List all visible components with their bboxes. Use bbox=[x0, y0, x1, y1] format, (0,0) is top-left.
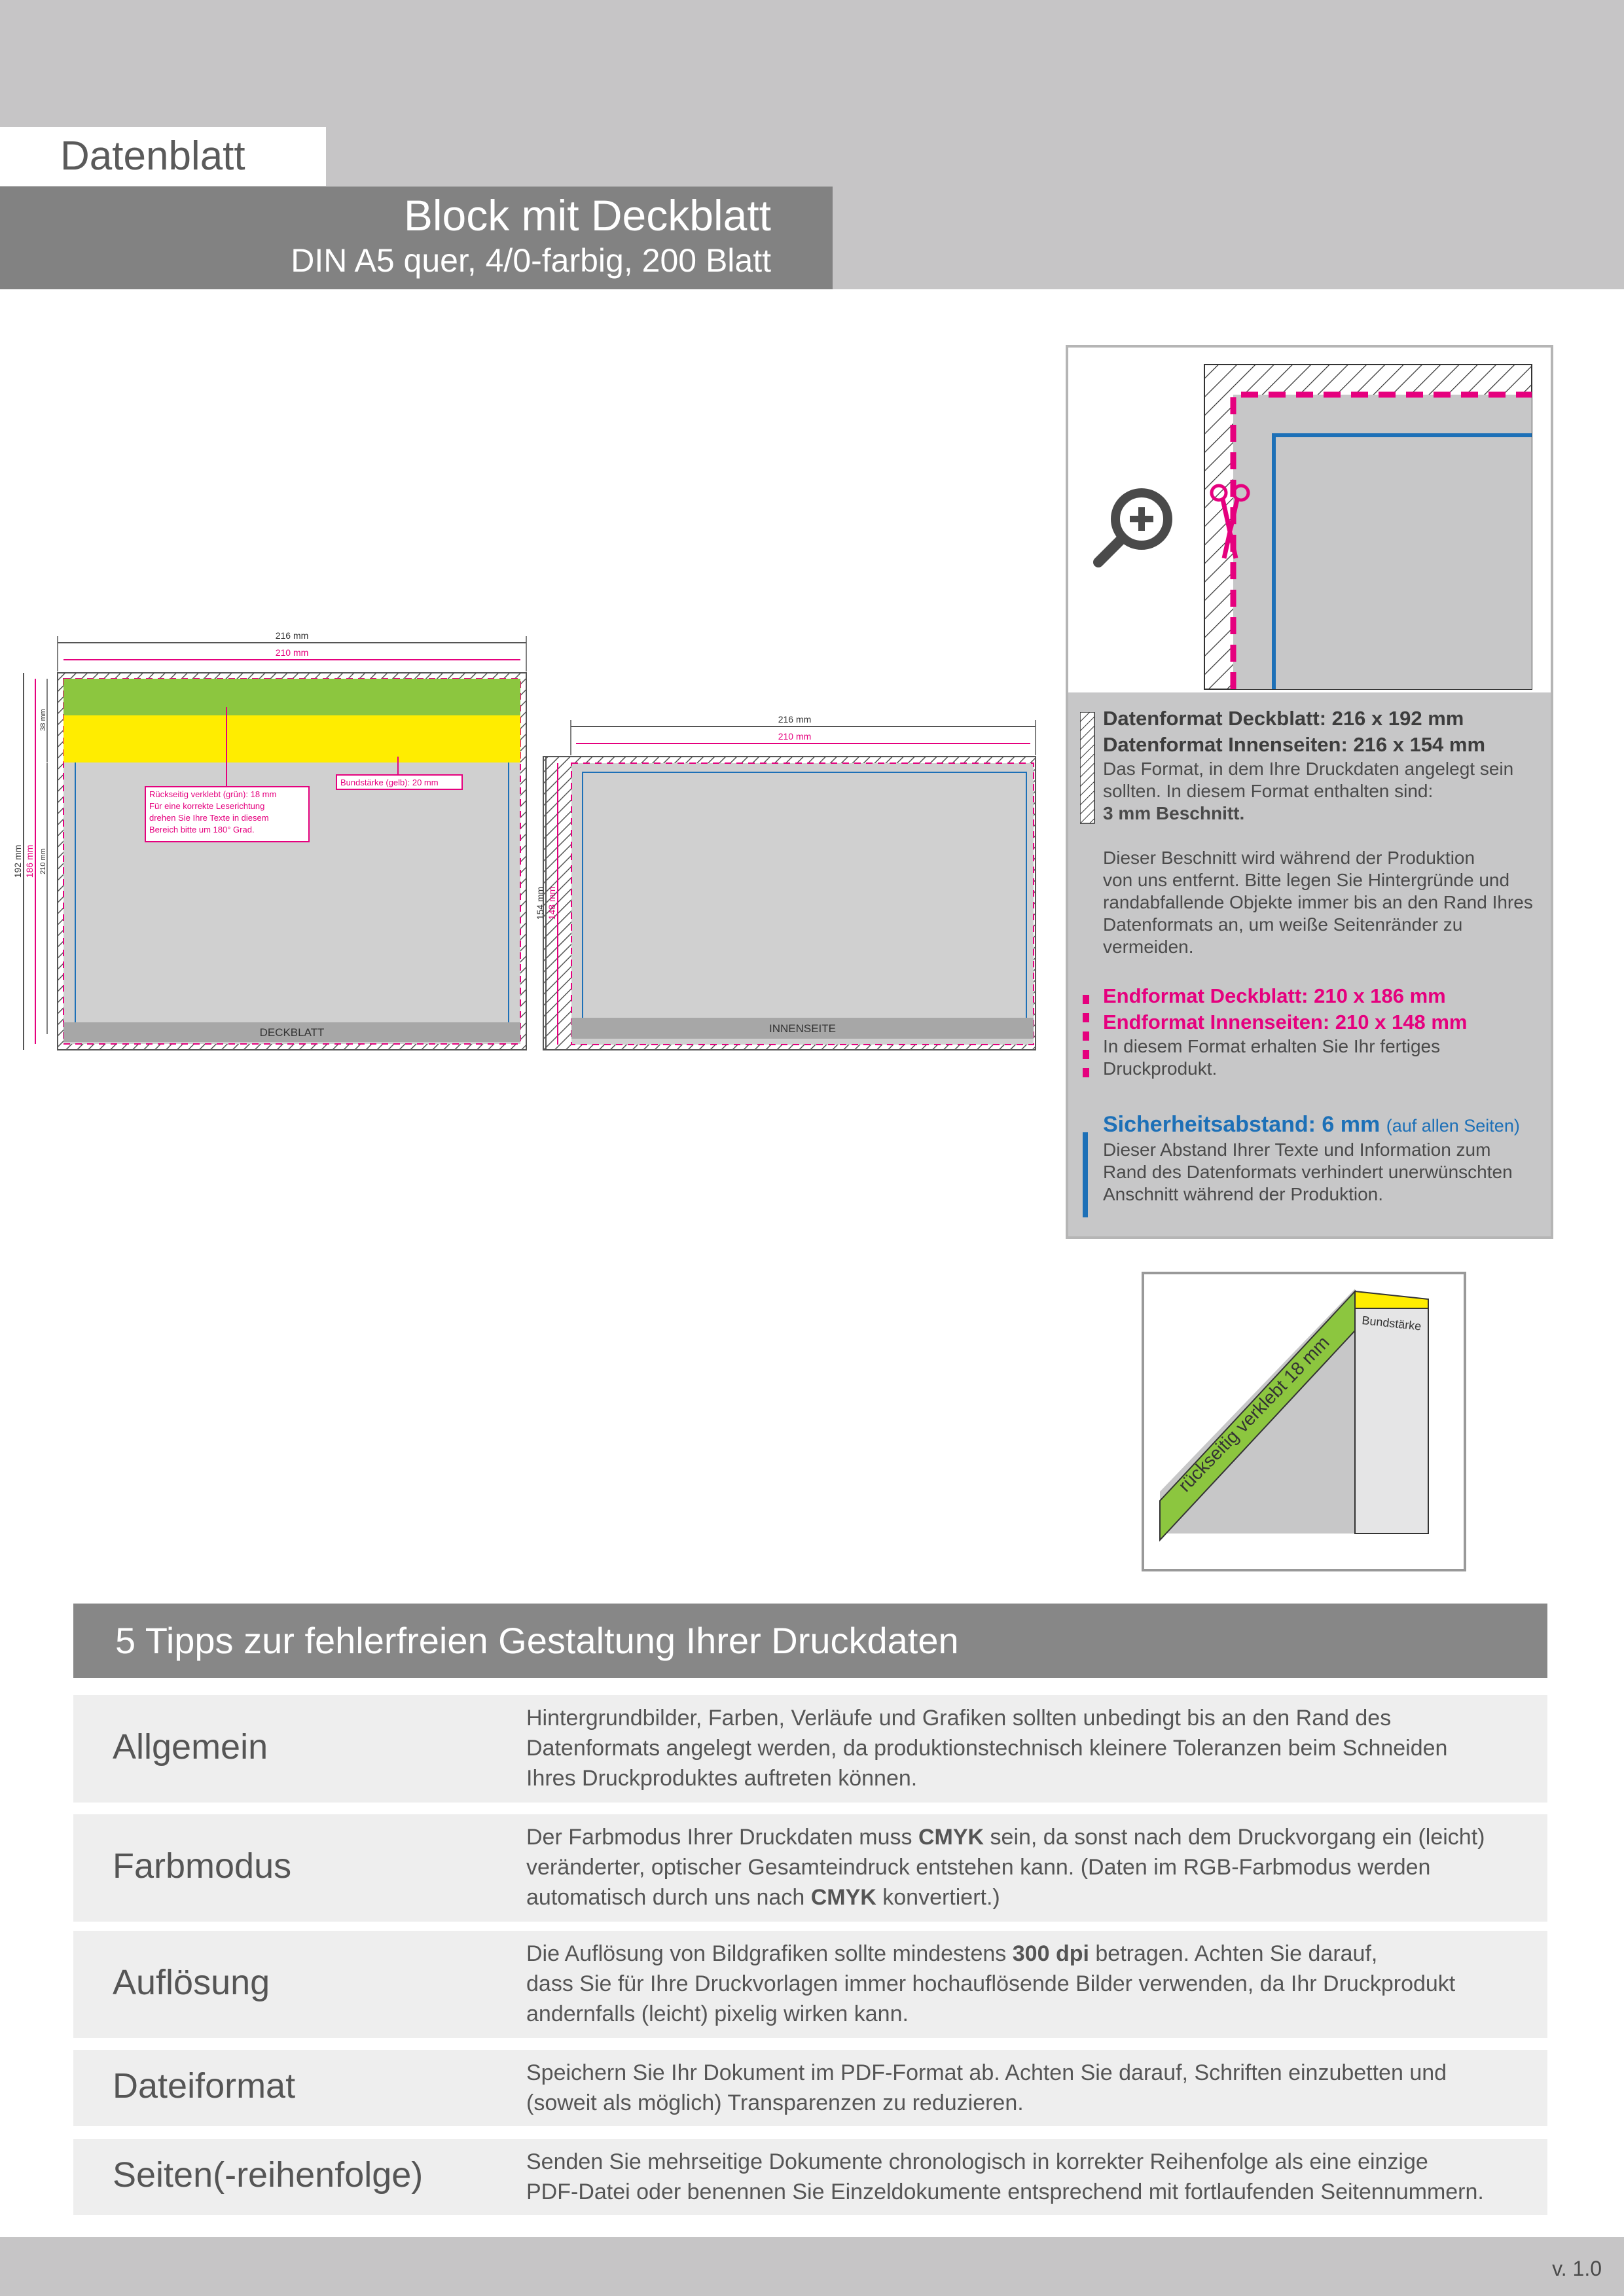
bleed-desc-5: vermeiden. bbox=[1103, 937, 1194, 957]
safety-title: Sicherheitsabstand: 6 mm bbox=[1103, 1112, 1380, 1137]
format-drawings bbox=[0, 615, 1060, 1100]
legend-text bbox=[1103, 706, 1548, 1206]
footer-band bbox=[0, 2237, 1624, 2296]
tip-text-line: (soweit als möglich) Transparenzen zu reduzieren. bbox=[526, 2090, 1024, 2115]
data-format-cover: Datenformat Deckblatt: 216 x 192 mm bbox=[1103, 707, 1464, 730]
tip-text bbox=[526, 1822, 1528, 1912]
tip-text-line: Speichern Sie Ihr Dokument im PDF-Format ab. Achten Sie darauf, Schriften einzubetten und bbox=[526, 2060, 1447, 2085]
tip-text bbox=[526, 2147, 1528, 2207]
note-glued-2: Für eine korrekte Leserichtung bbox=[149, 801, 265, 811]
safety-desc-3: Anschnitt während der Produktion. bbox=[1103, 1184, 1384, 1204]
tip-row bbox=[73, 2139, 1547, 2215]
tip-label: Dateiformat bbox=[113, 2066, 296, 2106]
spine-strip bbox=[63, 715, 520, 762]
glue-label: rückseitig verklebt 18 mm bbox=[1174, 1332, 1333, 1496]
safety-note: (auf allen Seiten) bbox=[1386, 1116, 1520, 1136]
tip-text-line: Ihres Druckproduktes auftreten können. bbox=[526, 1766, 918, 1791]
tip-text-line: Hintergrundbilder, Farben, Verläufe und Grafiken sollten unbedingt bis an den Rand des bbox=[526, 1706, 1392, 1731]
inner-width-inner: 210 mm bbox=[778, 731, 812, 742]
tip-text-line: dass Sie für Ihre Druckvorlagen immer hochauflösende Bilder verwenden, da Ihr Druckprodukt bbox=[526, 1971, 1456, 1996]
final-format-inner: Endformat Innenseiten: 210 x 148 mm bbox=[1103, 1011, 1468, 1033]
tip-text-line: veränderter, optischer Gesamteindruck entstehen kann. (Daten im RGB-Farbmodus werden bbox=[526, 1855, 1431, 1880]
cover-height-outer: 192 mm bbox=[12, 844, 23, 878]
data-format-marker bbox=[1080, 712, 1096, 825]
final-format-marker bbox=[1082, 995, 1090, 1086]
document-type-label: Datenblatt bbox=[0, 127, 326, 186]
note-glued-1: Rückseitig verklebt (grün): 18 mm bbox=[149, 789, 277, 799]
cover-width-outer: 216 mm bbox=[275, 630, 309, 641]
tip-text-line: andernfalls (leicht) pixelig wirken kann. bbox=[526, 2001, 909, 2026]
page-title: Block mit Deckblatt bbox=[403, 191, 771, 240]
safety-marker bbox=[1083, 1132, 1088, 1217]
tip-text-line: Senden Sie mehrseitige Dokumente chronologisch in korrekter Reihenfolge als eine einzige bbox=[526, 2149, 1428, 2174]
tip-text-line: automatisch durch uns nach CMYK konvertiert.) bbox=[526, 1885, 1000, 1910]
tip-row bbox=[73, 1931, 1547, 2038]
title-box bbox=[0, 187, 833, 289]
bleed-desc-2: von uns entfernt. Bitte legen Sie Hintergründe und bbox=[1103, 870, 1510, 890]
inner-drawing bbox=[535, 714, 1036, 1050]
note-spine: Bundstärke (gelb): 20 mm bbox=[340, 778, 439, 787]
note-glued-3: drehen Sie Ihre Texte in diesem bbox=[149, 813, 269, 823]
note-glued-4: Bereich bitte um 180° Grad. bbox=[149, 825, 255, 834]
tip-text-line: PDF-Datei oder benennen Sie Einzeldokumente entsprechend mit fortlaufenden Seitennummern. bbox=[526, 2179, 1484, 2204]
tip-text-line: Die Auflösung von Bildgrafiken sollte mindestens 300 dpi betragen. Achten Sie darauf, bbox=[526, 1941, 1378, 1966]
glued-strip bbox=[63, 679, 520, 715]
inner-height-inner: 148 mm bbox=[547, 886, 557, 920]
data-format-inner: Datenformat Innenseiten: 216 x 154 mm bbox=[1103, 733, 1486, 756]
bleed-bold: 3 mm Beschnitt. bbox=[1103, 803, 1245, 823]
data-format-desc-1: Das Format, in dem Ihre Druckdaten angelegt sein bbox=[1103, 759, 1514, 779]
final-desc-1: In diesem Format erhalten Sie Ihr fertiges bbox=[1103, 1036, 1441, 1056]
cover-height-third: 210 mm bbox=[39, 848, 47, 874]
bleed-detail-illustration bbox=[1068, 348, 1551, 692]
tip-label: Auflösung bbox=[113, 1963, 270, 2002]
data-format-desc-2: sollten. In diesem Format enthalten sind: bbox=[1103, 781, 1434, 801]
tip-text-line: Datenformats angelegt werden, da produktionstechnisch kleinere Toleranzen beim Schneiden bbox=[526, 1736, 1448, 1761]
spine-label: Bundstärke bbox=[1361, 1314, 1422, 1333]
tip-text-line: Der Farbmodus Ihrer Druckdaten muss CMYK sein, da sonst nach dem Druckvorgang ein (leicht) bbox=[526, 1825, 1485, 1850]
tip-text bbox=[526, 1939, 1528, 2029]
magnifier-plus-icon bbox=[1098, 493, 1168, 562]
tips-title: 5 Tipps zur fehlerfreien Gestaltung Ihrer Druckdaten bbox=[73, 1604, 1547, 1678]
inner-label: INNENSEITE bbox=[768, 1022, 837, 1035]
bleed-desc-1: Dieser Beschnitt wird während der Produktion bbox=[1103, 848, 1475, 868]
safety-heading bbox=[1103, 1111, 1548, 1139]
tip-label: Allgemein bbox=[113, 1727, 268, 1767]
safety-desc-2: Rand des Datenformats verhindert unerwünschten bbox=[1103, 1162, 1513, 1182]
inner-width-outer: 216 mm bbox=[778, 714, 812, 725]
tip-label: Seiten(-reihenfolge) bbox=[113, 2155, 424, 2195]
version-label: v. 1.0 bbox=[1552, 2257, 1602, 2280]
cover-height-inner: 186 mm bbox=[24, 844, 35, 878]
tip-text bbox=[526, 1703, 1528, 1793]
cover-label: DECKBLATT bbox=[259, 1026, 325, 1039]
tip-label: Farbmodus bbox=[113, 1846, 292, 1886]
tip-text bbox=[526, 2058, 1528, 2118]
bleed-desc-4: Datenformats an, um weiße Seitenränder zu bbox=[1103, 914, 1463, 935]
tip-row bbox=[73, 2050, 1547, 2126]
tip-row bbox=[73, 1695, 1547, 1803]
inner-height-outer: 154 mm bbox=[535, 886, 545, 920]
final-format-cover: Endformat Deckblatt: 210 x 186 mm bbox=[1103, 984, 1446, 1007]
final-desc-2: Druckprodukt. bbox=[1103, 1058, 1218, 1079]
tip-row bbox=[73, 1814, 1547, 1922]
spine-illustration bbox=[1142, 1272, 1466, 1571]
page-subtitle: DIN A5 quer, 4/0-farbig, 200 Blatt bbox=[291, 242, 771, 279]
cover-width-inner: 210 mm bbox=[275, 647, 309, 658]
safety-desc-1: Dieser Abstand Ihrer Texte und Information zum bbox=[1103, 1139, 1491, 1160]
cover-drawing bbox=[12, 630, 526, 1050]
bleed-desc-3: randabfallende Objekte immer bis an den Rand Ihres bbox=[1103, 892, 1533, 912]
cover-strip-height: 38 mm bbox=[39, 709, 47, 731]
